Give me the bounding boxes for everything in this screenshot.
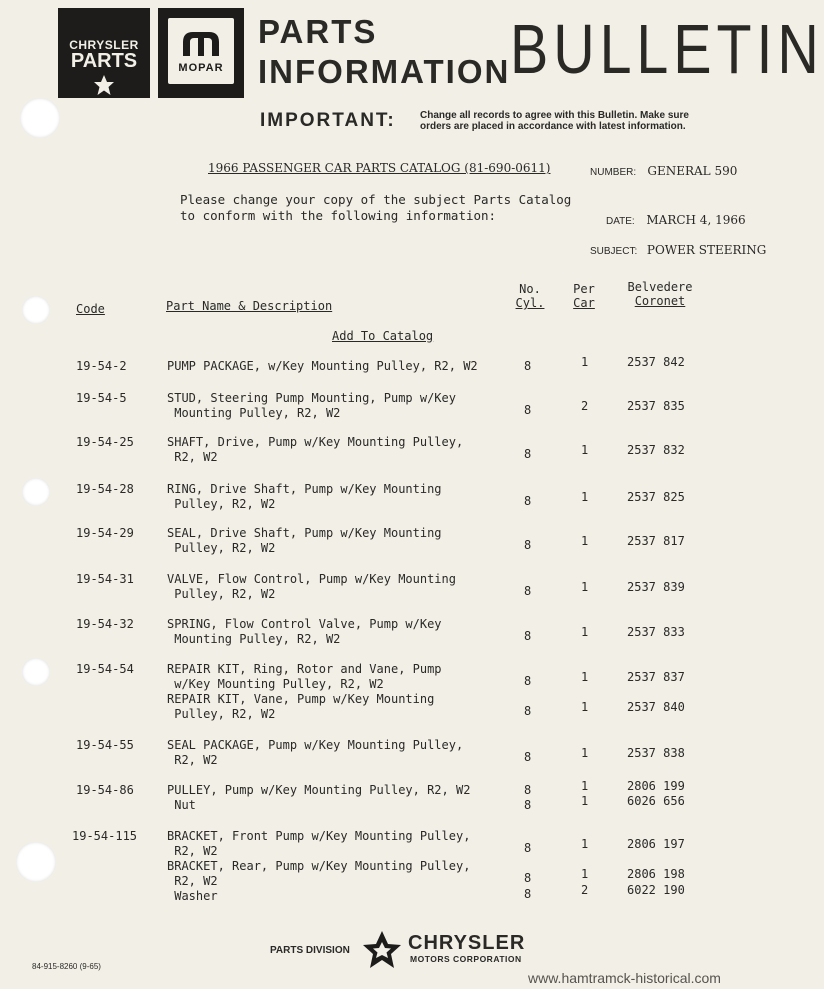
- number-label: NUMBER:: [590, 167, 637, 178]
- part-number: 2537 817: [627, 534, 685, 548]
- part-code: 19-54-86: [76, 783, 134, 797]
- part-description-line: R2, W2: [167, 874, 218, 888]
- part-number: 6022 190: [627, 883, 685, 897]
- binder-hole-4: [22, 658, 50, 686]
- cyl-header-line-1: No.: [519, 282, 541, 296]
- part-description-line: SEAL PACKAGE, Pump w/Key Mounting Pulley,: [167, 738, 464, 752]
- important-note-line-2: orders are placed in accordance with latest information.: [420, 121, 686, 132]
- cylinder-count: 8: [524, 798, 532, 812]
- part-number: 6026 656: [627, 794, 685, 808]
- part-number: 2537 825: [627, 490, 685, 504]
- parts-logo-text: PARTS: [70, 50, 138, 72]
- quantity-per-car: 1: [581, 580, 589, 594]
- binder-hole-2: [22, 296, 50, 324]
- section-title: Add To Catalog: [332, 329, 434, 343]
- quantity-per-car: 1: [581, 867, 589, 881]
- bulletin-date: [606, 209, 746, 228]
- part-description-line: Pulley, R2, W2: [167, 707, 276, 721]
- binder-hole-3: [22, 478, 50, 506]
- instruction-line-2: to conform with the following information:: [180, 208, 497, 223]
- model-header-line-2: Coronet: [634, 294, 686, 308]
- subject-label: SUBJECT:: [590, 246, 638, 257]
- part-code: 19-54-31: [76, 572, 134, 586]
- instruction-line-1: Please change your copy of the subject Parts Catalog: [180, 192, 572, 207]
- part-description-line: R2, W2: [167, 753, 218, 767]
- important-label: IMPORTANT:: [260, 110, 396, 131]
- cylinder-count: 8: [524, 494, 532, 508]
- part-number: 2537 839: [627, 580, 685, 594]
- part-description-line: R2, W2: [167, 450, 218, 464]
- quantity-per-car: 1: [581, 443, 589, 457]
- part-description-line: STUD, Steering Pump Mounting, Pump w/Key: [167, 391, 456, 405]
- mopar-logo-text: MOPAR: [178, 62, 224, 74]
- quantity-per-car: 1: [581, 746, 589, 760]
- chrysler-logo-text: CHRYSLER: [69, 38, 139, 52]
- cylinder-count: 8: [524, 403, 532, 417]
- quantity-per-car: 1: [581, 670, 589, 684]
- subject-value: POWER STEERING: [646, 243, 767, 257]
- part-description-line: w/Key Mounting Pulley, R2, W2: [167, 677, 384, 691]
- cylinder-count: 8: [524, 841, 532, 855]
- quantity-per-car: 2: [581, 399, 589, 413]
- mopar-logo-panel: [168, 18, 234, 84]
- catalog-title-text: 1966 PASSENGER CAR PARTS CATALOG (81-690-0611): [208, 161, 551, 175]
- part-description-line: Mounting Pulley, R2, W2: [167, 632, 341, 646]
- column-header-part: Part Name & Description: [166, 299, 333, 313]
- bulletin-number: [590, 164, 737, 178]
- part-code: 19-54-5: [76, 391, 127, 405]
- part-description-line: PUMP PACKAGE, w/Key Mounting Pulley, R2, W2: [167, 359, 478, 373]
- part-code: 19-54-32: [76, 617, 134, 631]
- per-header-line-2: Car: [573, 296, 595, 310]
- quantity-per-car: 1: [581, 700, 589, 714]
- part-description-line: Washer: [167, 889, 218, 903]
- part-number: 2537 838: [627, 746, 685, 760]
- cylinder-count: 8: [524, 674, 532, 688]
- cylinder-count: 8: [524, 871, 532, 885]
- title-information: INFORMATION: [258, 53, 511, 90]
- part-description-line: RING, Drive Shaft, Pump w/Key Mounting: [167, 482, 442, 496]
- binder-hole-5: [16, 842, 56, 882]
- part-code: 19-54-115: [72, 829, 138, 843]
- date-label: DATE:: [606, 216, 635, 227]
- chrysler-parts-logo: [58, 8, 150, 98]
- part-code: 19-54-2: [76, 359, 127, 373]
- website-watermark: www.hamtramck-historical.com: [528, 970, 721, 986]
- title-parts: PARTS: [258, 13, 378, 50]
- part-number: 2537 842: [627, 355, 685, 369]
- part-code: 19-54-55: [76, 738, 134, 752]
- part-description-line: Pulley, R2, W2: [167, 497, 276, 511]
- catalog-title: [208, 161, 550, 175]
- form-number: 84-915-8260 (9-65): [32, 962, 101, 971]
- cylinder-count: 8: [524, 783, 532, 797]
- quantity-per-car: 1: [581, 355, 589, 369]
- part-description-line: SPRING, Flow Control Valve, Pump w/Key: [167, 617, 442, 631]
- quantity-per-car: 1: [581, 534, 589, 548]
- part-number: 2537 837: [627, 670, 685, 684]
- part-description-line: BRACKET, Rear, Pump w/Key Mounting Pulley,: [167, 859, 471, 873]
- pentastar-footer-icon: [362, 930, 402, 970]
- part-description-line: Pulley, R2, W2: [167, 587, 276, 601]
- quantity-per-car: 1: [581, 490, 589, 504]
- part-description-line: SHAFT, Drive, Pump w/Key Mounting Pulley,: [167, 435, 464, 449]
- column-header-cyl: [512, 282, 548, 310]
- pentastar-icon: [93, 74, 115, 96]
- part-description-line: REPAIR KIT, Vane, Pump w/Key Mounting: [167, 692, 435, 706]
- part-number: 2537 840: [627, 700, 685, 714]
- quantity-per-car: 2: [581, 883, 589, 897]
- cylinder-count: 8: [524, 887, 532, 901]
- cylinder-count: 8: [524, 584, 532, 598]
- column-header-code: Code: [76, 302, 105, 316]
- binder-hole-1: [20, 98, 60, 138]
- column-header-per-car: [568, 282, 600, 310]
- mopar-m-icon: [181, 30, 221, 58]
- motors-corporation: MOTORS CORPORATION: [410, 954, 522, 964]
- part-number: 2537 833: [627, 625, 685, 639]
- part-description-line: VALVE, Flow Control, Pump w/Key Mounting: [167, 572, 456, 586]
- part-description-line: Nut: [167, 798, 196, 812]
- part-code: 19-54-25: [76, 435, 134, 449]
- part-description-line: SEAL, Drive Shaft, Pump w/Key Mounting: [167, 526, 442, 540]
- part-description-line: BRACKET, Front Pump w/Key Mounting Pulley,: [167, 829, 471, 843]
- title-bulletin: BULLETIN: [510, 10, 824, 88]
- part-number: 2806 197: [627, 837, 685, 851]
- part-code: 19-54-54: [76, 662, 134, 676]
- cylinder-count: 8: [524, 629, 532, 643]
- number-value: GENERAL 590: [647, 164, 738, 178]
- part-description-line: PULLEY, Pump w/Key Mounting Pulley, R2, W2: [167, 783, 471, 797]
- part-number: 2537 832: [627, 443, 685, 457]
- important-note-line-1: Change all records to agree with this Bulletin. Make sure: [420, 110, 689, 121]
- cylinder-count: 8: [524, 359, 532, 373]
- cylinder-count: 8: [524, 538, 532, 552]
- date-value: MARCH 4, 1966: [646, 213, 746, 227]
- model-header-line-1: Belvedere: [627, 280, 693, 294]
- quantity-per-car: 1: [581, 794, 589, 808]
- mopar-logo: [158, 8, 244, 98]
- part-code: 19-54-29: [76, 526, 134, 540]
- cylinder-count: 8: [524, 447, 532, 461]
- part-description-line: R2, W2: [167, 844, 218, 858]
- bulletin-subject: [590, 239, 766, 258]
- parts-division-label: PARTS DIVISION: [270, 945, 350, 956]
- part-description-line: Pulley, R2, W2: [167, 541, 276, 555]
- quantity-per-car: 1: [581, 837, 589, 851]
- part-number: 2806 199: [627, 779, 685, 793]
- column-header-model: [616, 280, 704, 308]
- cyl-header-line-2: Cyl.: [515, 296, 545, 310]
- quantity-per-car: 1: [581, 779, 589, 793]
- per-header-line-1: Per: [573, 282, 595, 296]
- part-description-line: REPAIR KIT, Ring, Rotor and Vane, Pump: [167, 662, 442, 676]
- part-number: 2537 835: [627, 399, 685, 413]
- part-number: 2806 198: [627, 867, 685, 881]
- part-description-line: Mounting Pulley, R2, W2: [167, 406, 341, 420]
- cylinder-count: 8: [524, 750, 532, 764]
- quantity-per-car: 1: [581, 625, 589, 639]
- cylinder-count: 8: [524, 704, 532, 718]
- chrysler-wordmark: CHRYSLER: [408, 932, 526, 954]
- part-code: 19-54-28: [76, 482, 134, 496]
